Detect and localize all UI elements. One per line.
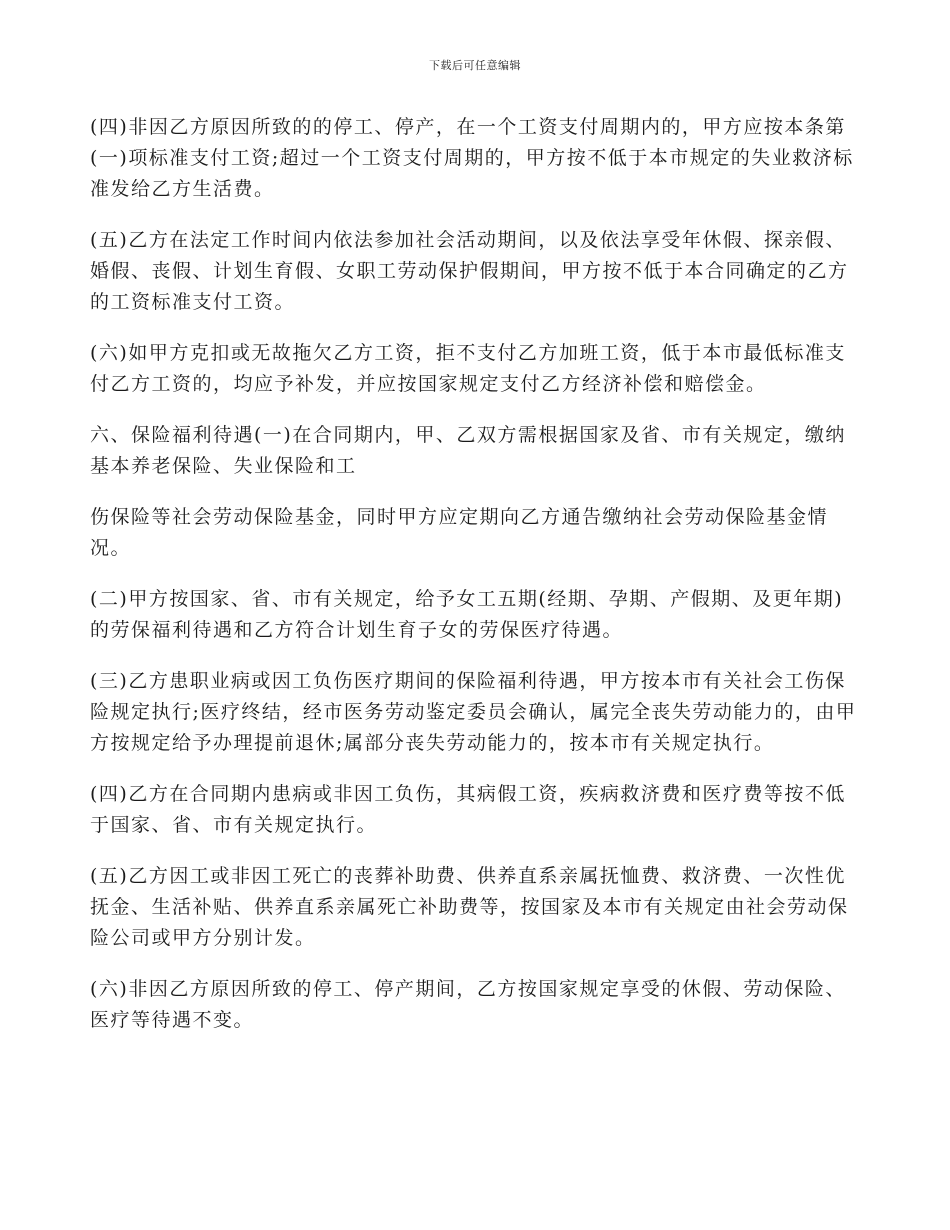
paragraph-wage-arrears: (六)如甲方克扣或无故拖欠乙方工资，拒不支付乙方加班工资，低于本市最低标准支付乙方工资的，均应予补发，并应按国家规定支付乙方经济补偿和赔偿金。: [90, 342, 846, 395]
paragraph-female-worker-benefits: (二)甲方按国家、省、市有关规定，给予女工五期(经期、孕期、产假期、及更年期)的劳保福利待遇和乙方符合计划生育子女的劳保医疗待遇。: [90, 588, 844, 641]
paragraph-wage-stoppage: (四)非因乙方原因所致的的停工、停产，在一个工资支付周期内的，甲方应按本条第(一)项标准支付工资;超过一个工资支付周期的，甲方按不低于本市规定的失业救济标准发给乙方生活费。: [90, 116, 854, 200]
document-body: [90, 112, 862, 1056]
paragraph-insurance-welfare: 六、保险福利待遇(一)在合同期内，甲、乙双方需根据国家及省、市有关规定，缴纳基本养老保险、失业保险和工: [90, 424, 846, 477]
paragraph-occupational-disease: (三)乙方患职业病或因工负伤医疗期间的保险福利待遇，甲方按本市有关社会工伤保险规定执行;医疗终结，经市医务劳动鉴定委员会确认，属完全丧失劳动能力的，由甲方按规定给予办理提前退休;属部分丧失劳动能力的，按本市有关规定执行。: [90, 670, 857, 754]
paragraph-social-activity-leave: (五)乙方在法定工作时间内依法参加社会活动期间，以及依法享受年休假、探亲假、婚假、丧假、计划生育假、女职工劳动保护假期间，甲方按不低于本合同确定的乙方的工资标准支付工资。: [90, 229, 849, 313]
paragraph-stoppage-benefits: (六)非因乙方原因所致的停工、停产期间，乙方按国家规定享受的休假、劳动保险、医疗等待遇不变。: [90, 978, 846, 1031]
paragraph-death-benefits: (五)乙方因工或非因工死亡的丧葬补助费、供养直系亲属抚恤费、救济费、一次性优抚金、生活补贴、供养直系亲属死亡补助费等，按国家及本市有关规定由社会劳动保险公司或甲方分别计发。: [90, 865, 849, 949]
paragraph-insurance-fund: 伤保险等社会劳动保险基金，同时甲方应定期向乙方通告缴纳社会劳动保险基金情况。: [90, 506, 829, 559]
paragraph-sick-leave: (四)乙方在合同期内患病或非因工负伤，其病假工资，疾病救济费和医疗费等按不低于国家、省、市有关规定执行。: [90, 783, 846, 836]
page-header-note: 下载后可任意编辑: [429, 59, 521, 72]
